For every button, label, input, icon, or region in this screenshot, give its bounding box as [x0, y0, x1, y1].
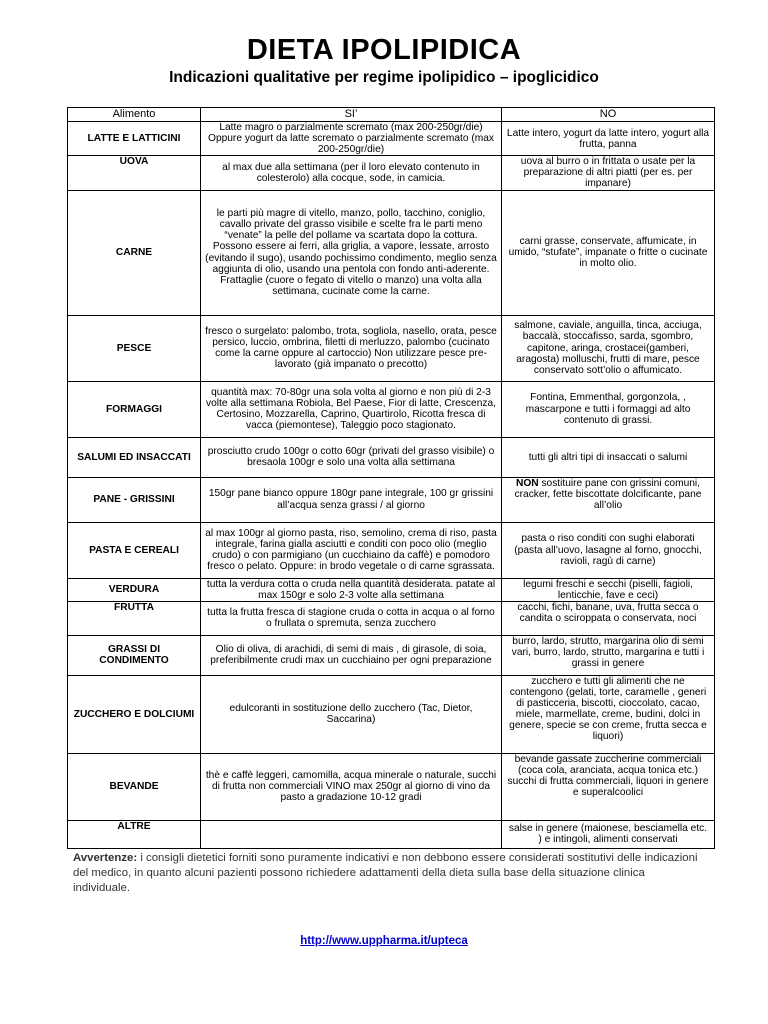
allowed-cell: thè e caffè leggeri, camomilla, acqua minerale o naturale, succhi di frutta non commerciali VINO max 250gr al giorno di vino da pasto a gradazione 10-12 gradi — [201, 753, 502, 820]
food-name: ZUCCHERO E DOLCIUMI — [68, 675, 201, 753]
allowed-cell: quantità max: 70-80gr una sola volta al giorno e non più di 2-3 volte alla settimana Robiola, Bel Paese, Fior di latte, Crescenza, Certosino, Mozzarella, Caprino, Quartirolo, Ricotta fresca di vacca (piemontese), Taleggio poco stagionato. — [201, 381, 502, 437]
column-header-no: NO — [502, 108, 715, 122]
table-row — [68, 601, 715, 635]
food-name: PANE - GRISSINI — [68, 477, 201, 522]
allowed-cell: al max due alla settimana (per il loro elevato contenuto in colesterolo) alla cocque, sode, in camicia. — [201, 156, 502, 190]
column-header-alimento: Alimento — [68, 108, 201, 122]
forbidden-cell: bevande gassate zuccherine commerciali (coca cola, aranciata, acqua tonica etc.) succhi di frutta commerciali, liquori in genere e superalcoolici — [502, 753, 715, 820]
food-name: VERDURA — [68, 578, 201, 601]
forbidden-emphasis: NON — [515, 477, 539, 489]
allowed-cell: edulcoranti in sostituzione dello zucchero (Tac, Dietor, Saccarina) — [201, 675, 502, 753]
allowed-cell: al max 100gr al giorno pasta, riso, semolino, crema di riso, pasta integrale, farina gialla asciutti e conditi con poco olio (meglio crudo) o con parmigiano (un cucchiaino da caffè) e pomodoro fresco o pelato. Oppure: in brodo vegetale o di carne sgrassata. — [201, 522, 502, 578]
table-row — [68, 477, 715, 522]
allowed-cell: tutta la frutta fresca di stagione cruda o cotta in acqua o al forno o frullata o spremuta, senza zucchero — [201, 601, 502, 635]
allowed-cell: Latte magro o parzialmente scremato (max 200-250gr/die) Oppure yogurt da latte scremato o parzialmente scremato (max 200-250gr/die) — [201, 122, 502, 156]
forbidden-cell: tutti gli altri tipi di insaccati o salumi — [502, 437, 715, 477]
forbidden-text: sostituire pane con grissini comuni, cracker, fette biscottate dolcificante, pane all’olio — [514, 477, 702, 511]
food-name: PESCE — [68, 315, 201, 381]
forbidden-cell: pasta o riso conditi con sughi elaborati (pasta all’uovo, lasagne al forno, gnocchi, ravioli, ragù di carne) — [502, 522, 715, 578]
table-row — [68, 522, 715, 578]
table-row — [68, 820, 715, 848]
website-link[interactable]: http://www.uppharma.it/upteca — [300, 935, 468, 947]
allowed-cell: le parti più magre di vitello, manzo, pollo, tacchino, coniglio, cavallo private del grasso visibile e scelte fra le parti meno “venate” la pelle del pollame va scartata dopo la cottura. Possono essere ai ferri, alla griglia, a vapore, lessate, arrosto (evitando il sugo), usando pochissimo condimento, meglio senza aggiunta di olio, usando una pentola con fondo anti-aderente. Frattaglie (cuore o fegato di vitello o manzo) una volta alla settimana, cucinate come la carne. — [201, 190, 502, 315]
table-row — [68, 578, 715, 601]
food-name: SALUMI ED INSACCATI — [68, 437, 201, 477]
page-subtitle: Indicazioni qualitative per regime ipolipidico – ipoglicidico — [169, 69, 599, 86]
allowed-cell: Olio di oliva, di arachidi, di semi di mais , di girasole, di soia, preferibilmente crudi max un cucchiaino per ogni preparazione — [201, 635, 502, 675]
diet-table — [67, 107, 715, 849]
forbidden-cell: zucchero e tutti gli alimenti che ne contengono (gelati, torte, caramelle , generi di pasticceria, biscotti, cioccolato, cacao, miele, marmellate, creme, budini, dolci in genere, specie se con creme, frutta secca e liquori) — [502, 675, 715, 753]
forbidden-cell: legumi freschi e secchi (piselli, fagioli, lenticchie, fave e ceci) — [502, 578, 715, 601]
table-row — [68, 437, 715, 477]
table-row — [68, 190, 715, 315]
food-name: BEVANDE — [68, 753, 201, 820]
forbidden-cell: salmone, caviale, anguilla, tinca, acciuga, baccalà, stoccafisso, sarda, sgombro, capitone, aringa, crostacei(gamberi, aragosta) molluschi, frutti di mare, pesce conservato sott’olio o affumicato. — [502, 315, 715, 381]
food-name: LATTE E LATTICINI — [68, 122, 201, 156]
food-name: FRUTTA — [68, 601, 201, 635]
allowed-cell: 150gr pane bianco oppure 180gr pane integrale, 100 gr grissini all’acqua senza grassi / al giorno — [201, 477, 502, 522]
table-row — [68, 753, 715, 820]
forbidden-cell: carni grasse, conservate, affumicate, in umido, “stufate”, impanate o fritte o cucinate in molto olio. — [502, 190, 715, 315]
forbidden-cell: cacchi, fichi, banane, uva, frutta secca o candita o sciroppata o conservata, noci — [502, 601, 715, 635]
table-row — [68, 675, 715, 753]
food-name: PASTA E CEREALI — [68, 522, 201, 578]
food-name: CARNE — [68, 190, 201, 315]
food-name: ALTRE — [68, 820, 201, 848]
page-title: DIETA IPOLIPIDICA — [246, 34, 522, 66]
column-header-si: SI’ — [201, 108, 502, 122]
warning-text: i consigli dietetici forniti sono puramente indicativi e non debbono essere considerati sostitutivi delle indicazioni del medico, in quanto alcuni pazienti possono richiedere adattamenti della dieta sulla base della situazione clinica individuale. — [73, 852, 698, 894]
forbidden-cell: burro, lardo, strutto, margarina olio di semi vari, burro, lardo, strutto, margarina e tutti i grassi in genere — [502, 635, 715, 675]
table-row — [68, 635, 715, 675]
food-name: UOVA — [68, 156, 201, 190]
warning-label: Avvertenze: — [73, 852, 138, 864]
forbidden-cell: uova al burro o in frittata o usate per la preparazione di altri piatti (per es. per impanare) — [502, 156, 715, 190]
allowed-cell: fresco o surgelato: palombo, trota, sogliola, nasello, orata, pesce persico, luccio, ombrina, filetti di merluzzo, palombo (cucinato come la carne oppure al cartoccio) Non utilizzare pesce pre-lavorato (già impanato o precotto) — [201, 315, 502, 381]
food-name: GRASSI DI CONDIMENTO — [68, 635, 201, 675]
allowed-cell: prosciutto crudo 100gr o cotto 60gr (privati del grasso visibile) o bresaola 100gr e solo una volta alla settimana — [201, 437, 502, 477]
forbidden-cell: Latte intero, yogurt da latte intero, yogurt alla frutta, panna — [502, 122, 715, 156]
allowed-cell — [201, 820, 502, 848]
food-name: FORMAGGI — [68, 381, 201, 437]
table-row — [68, 315, 715, 381]
table-row — [68, 122, 715, 156]
table-header-row — [68, 108, 715, 122]
forbidden-cell — [502, 477, 715, 522]
table-row — [68, 156, 715, 190]
table-row — [68, 381, 715, 437]
allowed-cell: tutta la verdura cotta o cruda nella quantità desiderata. patate al max 150gr e solo 2-3 volte alla settimana — [201, 578, 502, 601]
forbidden-cell: salse in genere (maionese, besciamella etc. ) e intingoli, alimenti conservati — [502, 820, 715, 848]
warning-note — [73, 851, 703, 896]
forbidden-cell: Fontina, Emmenthal, gorgonzola, , mascarpone e tutti i formaggi ad alto contenuto di grassi. — [502, 381, 715, 437]
